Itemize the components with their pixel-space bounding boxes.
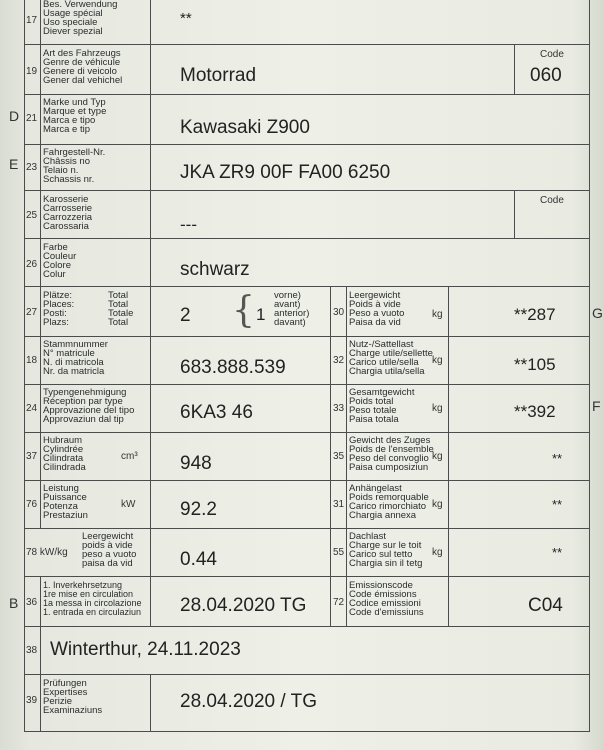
field-label: Leergewicht poids à vide peso a vuoto paisa da vid [82,531,137,569]
field-number: 36 [26,597,38,608]
field-number: 37 [26,451,38,462]
color-value: schwarz [180,259,250,280]
seats-total-label: Total Total Totale Total [108,290,134,328]
inspections-value: 28.04.2020 / TG [180,691,317,712]
field-number: 18 [26,355,38,366]
field-number: 32 [333,355,345,366]
field-label: Prüfungen Expertises Perizie Examinaziuns [43,678,103,716]
field-label: Art des Fahrzeugs Genre de véhicule Genere di veicolo Gener dal vehichel [43,48,123,86]
unit-cm3: cm³ [121,451,138,462]
row-type-approval-total-weight [24,384,590,432]
field-number: 33 [333,403,345,414]
displacement-value: 948 [180,453,212,474]
make-type-value: Kawasaki Z900 [180,117,310,138]
field-number: 26 [26,259,38,270]
field-label: Leistung Puissance Potenza Prestaziun [43,483,88,521]
power-weight-value: 0.44 [180,549,217,570]
field-number: 24 [26,403,38,414]
field-number: 55 [333,547,345,558]
unit-kg: kg [432,355,443,366]
field-number: 31 [333,499,345,510]
field-number: 72 [333,597,345,608]
row-inspections [24,674,590,732]
row-body [24,190,590,238]
field-label: Bes. Verwendung Usage spécial Uso speciale Diever spezial [43,0,118,37]
unit-kg: kg [432,499,443,510]
seats-total-value: 2 [180,305,191,326]
row-seats-empty-weight [24,286,590,336]
row-displacement-train-weight [24,432,590,480]
type-approval-value: 6KA3 46 [180,402,253,423]
row-make-type [24,94,590,144]
matricule-value: 683.888.539 [180,357,286,378]
row-matricule-payload [24,336,590,384]
row-power-weight-roof-load [24,528,590,576]
empty-weight-label: Leergewicht Poids à vide Peso a vuoto Paisa da vid [349,290,405,328]
code-header: Code [540,49,564,60]
row-color [24,238,590,286]
trailer-load-value: ** [552,497,563,512]
side-letter-g: G [592,305,603,321]
total-weight-label: Gesamtgewicht Poids total Peso totale Paisa totala [349,387,415,425]
field-number: 39 [26,695,38,706]
vehicle-kind-value: Motorrad [180,65,257,86]
field-number: 76 [26,499,38,510]
row-usage [24,0,590,44]
vehicle-kind-code: 060 [530,65,562,86]
field-label: Fahrgestell-Nr. Châssis no Telaio n. Schassis nr. [43,147,106,185]
field-label: Marke und Typ Marque et type Marca e tipo Marca e tip [43,97,107,135]
field-number: 27 [26,307,38,318]
field-label: Karosserie Carrosserie Carrozzeria Carossaria [43,194,93,232]
payload-label: Nutz-/Sattellast Charge utile/sellette Carico utile/sella Chargia utila/sella [349,339,433,377]
brace-symbol: { [232,290,255,331]
chassis-number-value: JKA ZR9 00F FA00 6250 [180,162,391,183]
row-power-trailer-load [24,480,590,528]
roof-load-label: Dachlast Charge sur le toit Carico sul tetto Chargia sin il tetg [349,531,423,569]
field-label: Typengenehmigung Réception par type Approvazione del tipo Approvaziun dal tip [43,387,135,425]
row-vehicle-kind [24,44,590,94]
train-weight-label: Gewicht des Zuges Poids de l'ensemble Peso del convoglio Paisa cumposiziun [349,435,434,473]
seats-front-label: vorne) avant) anterior) davant) [274,290,310,328]
usage-value: ** [180,10,192,27]
emissions-code-value: C04 [528,595,563,616]
side-letter-d: D [9,108,20,124]
field-label: Stammnummer N° matricule N. di matricola Nr. da matricla [43,339,108,377]
row-first-registration-emissions [24,576,590,626]
row-chassis [24,144,590,190]
field-label: Farbe Couleur Colore Colur [43,242,77,280]
row-place-date [24,626,590,674]
emissions-code-label: Emissionscode Code émissions Codice emissioni Code d'emissiuns [349,580,424,618]
empty-weight-value: **287 [514,305,556,324]
field-number: 25 [26,210,38,221]
side-letter-f: F [592,398,601,414]
unit-kg: kg [432,403,443,414]
place-date-value: Winterthur, 24.11.2023 [50,639,241,660]
field-number: 21 [26,113,38,124]
seats-front-value: 1 [256,305,266,324]
field-number: 30 [333,307,345,318]
code-header: Code [540,195,564,206]
unit-kg: kg [432,547,443,558]
field-number: 78 kW/kg [26,547,68,558]
roof-load-value: ** [552,545,563,560]
power-value: 92.2 [180,499,217,520]
field-number: 23 [26,162,38,173]
seats-label: Plätze: Places: Posti: Plazs: [43,290,75,328]
unit-kw: kW [121,499,136,510]
side-letter-e: E [9,156,19,172]
field-number: 19 [26,66,38,77]
unit-kg: kg [432,309,443,320]
field-number: 35 [333,451,345,462]
field-number: 17 [26,15,38,26]
trailer-load-label: Anhängelast Poids remorquable Carico rimorchiato Chargia annexa [349,483,429,521]
payload-value: **105 [514,355,556,374]
form-sheet [24,0,590,750]
first-registration-value: 28.04.2020 TG [180,595,307,616]
train-weight-value: ** [552,451,563,466]
side-letter-b: B [9,595,19,611]
unit-kg: kg [432,451,443,462]
total-weight-value: **392 [514,402,556,421]
body-value: --- [180,215,197,234]
field-label: 1. Inverkehrsetzung 1re mise en circulation 1a messa in circolazione 1. entrada en circulaziun [43,580,142,617]
field-label: Hubraum Cylindrée Cilindrata Cilindrada [43,435,86,473]
field-number: 38 [26,645,38,656]
